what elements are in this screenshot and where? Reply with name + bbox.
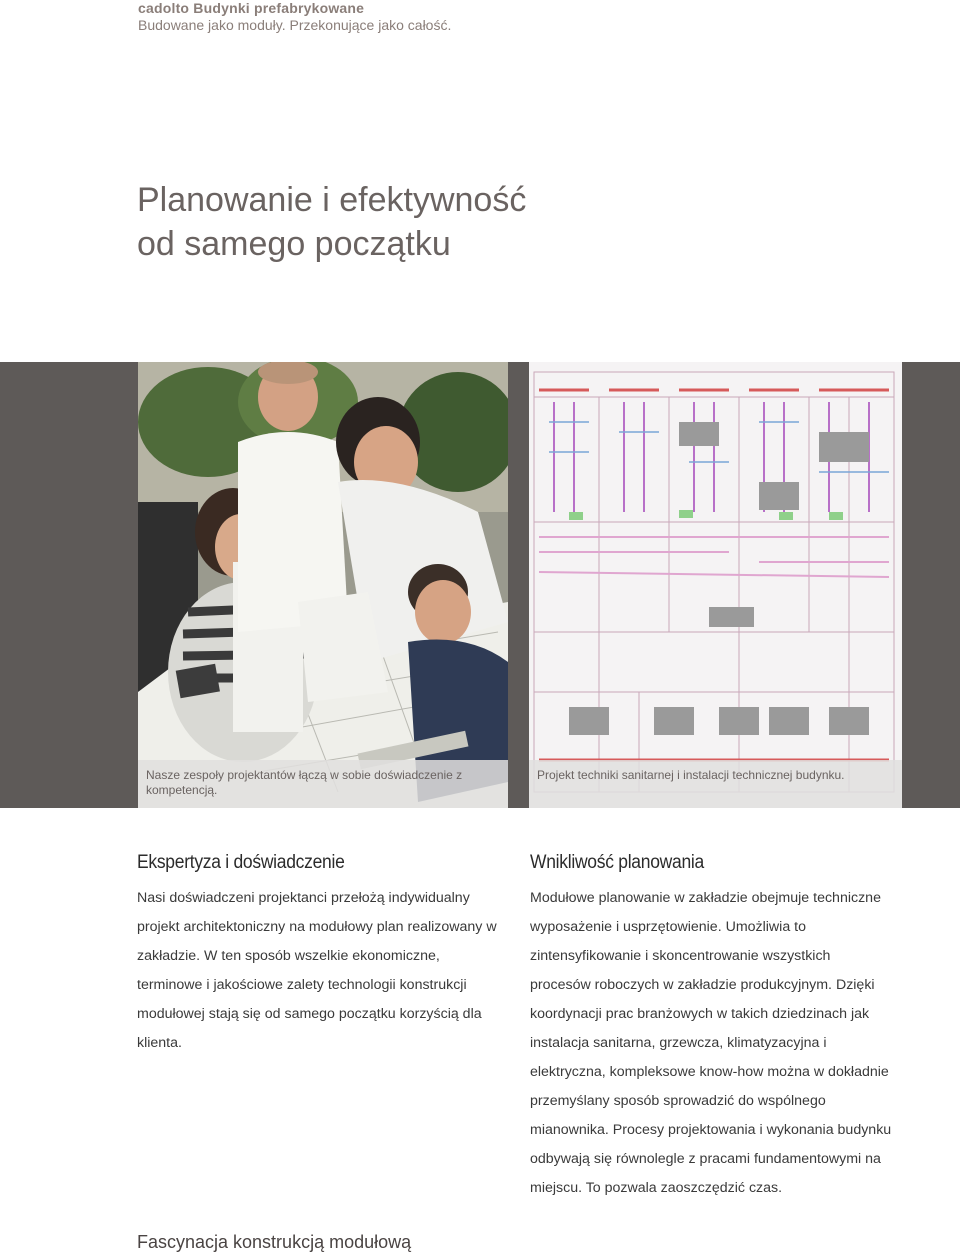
team-photo (138, 362, 508, 808)
team-photo-illustration (138, 362, 508, 808)
section-expertise (137, 852, 502, 1058)
page-title-line-1: Planowanie i efektywność (137, 181, 527, 219)
team-photo-caption: Nasze zespoły projektantów łączą w sobie doświadczenie z kompetencją. (138, 760, 508, 808)
section-planning-body: Modułowe planowanie w zakładzie obejmuje techniczne wyposażenie i usprzętowienie. Umożliwia to zintensyfikowanie i skoncentrowanie wszystkich procesów roboczych w zakładzie produkcyjnym. Dzięki koordynacji prac branżowych w takich dziedzinach jak instalacja sanitarna, grzewcza, klimatyzacyjna i elektryczna, kompleksowe know-how można w dokładnie przemyślany sposób sprowadzić do wspólnego mianownika. Procesy projektowania i wykonania budynku odbywają się równolegle z pracami fundamentowymi na miejscu. To pozwala zaoszczędzić czas. (530, 890, 892, 1196)
section-expertise-body: Nasi doświadczeni projektanci przełożą indywidualny projekt architektoniczny na modułowy plan realizowany w zakładzie. W ten sposób wszelkie ekonomiczne, terminowe i jakościowe zalety technologii konstrukcji modułowej stają się od samego początku korzyścią dla klienta. (137, 890, 497, 1051)
section-planning-heading: Wnikliwość planowania (530, 852, 704, 873)
section-expertise-heading: Ekspertyza i doświadczenie (137, 852, 345, 873)
blueprint-caption: Projekt techniki sanitarnej i instalacji technicznej budynku. (529, 760, 902, 808)
header-tagline: Budowane jako moduły. Przekonujące jako całość. (138, 17, 452, 33)
blueprint-illustration (529, 362, 902, 808)
header-brand: cadolto Budynki prefabrykowane (138, 0, 365, 16)
section-planning (530, 852, 895, 1203)
page-title-line-2: od samego początku (137, 225, 451, 263)
page-title (137, 178, 526, 266)
blueprint-photo (529, 362, 902, 808)
footer-text: Fascynacja konstrukcją modułową (137, 1232, 412, 1252)
